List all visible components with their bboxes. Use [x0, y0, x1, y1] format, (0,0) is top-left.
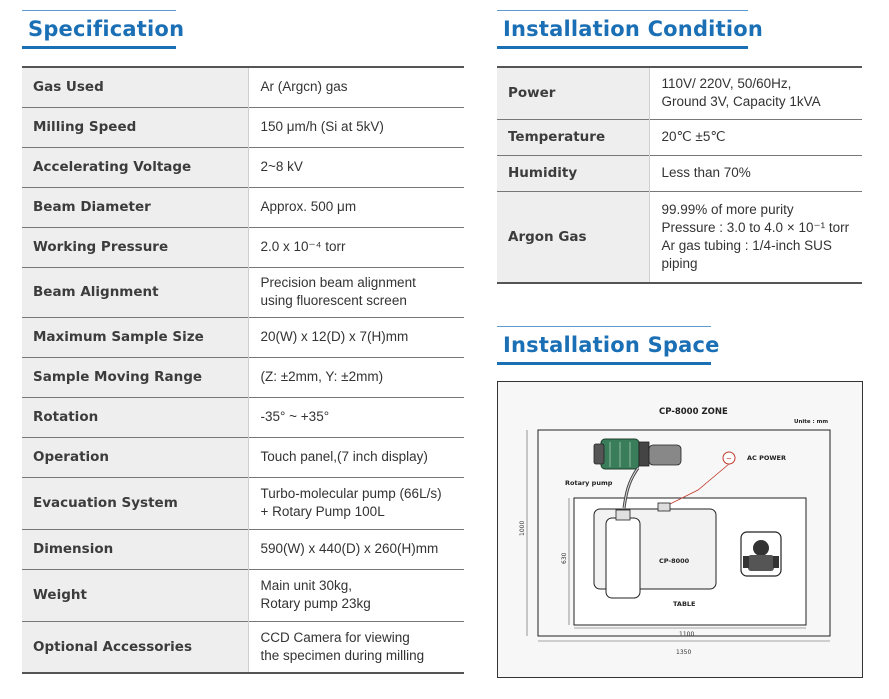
row-value: CCD Camera for viewing the specimen during milling: [260, 629, 425, 663]
row-label: Milling Speed: [22, 107, 248, 147]
ac-power-label: AC POWER: [747, 454, 786, 462]
install-cond-title-rule: [497, 10, 748, 11]
row-value: 20℃ ±5℃: [661, 129, 726, 144]
table-row-maximum-sample-size: [22, 317, 464, 357]
table-row-accelerating-voltage: [22, 147, 464, 187]
table-row-gas-used: [22, 67, 464, 107]
row-label: Beam Diameter: [22, 187, 248, 227]
table-row-evacuation-system: [22, 477, 464, 529]
spec-title: Specification: [28, 17, 185, 41]
row-value: 99.99% of more purity Pressure : 3.0 to 4.0 × 10⁻¹ torr Ar gas tubing : 1/4-inch SUS piping: [661, 201, 850, 271]
row-value: 590(W) x 440(D) x 260(H)mm: [260, 541, 439, 556]
row-label: Rotation: [22, 397, 248, 437]
install-space-title-rule: [497, 326, 711, 327]
table-row-beam-alignment: [22, 267, 464, 317]
row-label: Accelerating Voltage: [22, 147, 248, 187]
row-label: Gas Used: [22, 67, 248, 107]
table-row-temperature: [497, 119, 862, 155]
row-label: Power: [497, 67, 649, 119]
table-row-operation: [22, 437, 464, 477]
spec-title-rule: [22, 10, 176, 11]
table-row-rotation: [22, 397, 464, 437]
row-label: Beam Alignment: [22, 267, 248, 317]
installation-space-svg: [498, 382, 862, 677]
zone-label: CP-8000 ZONE: [659, 407, 728, 417]
row-value: (Z: ±2mm, Y: ±2mm): [260, 369, 384, 384]
dim-label-table-height: 630: [561, 552, 568, 564]
row-value: 2.0 x 10⁻⁴ torr: [260, 239, 346, 254]
row-label: Dimension: [22, 529, 248, 569]
row-label: Optional Accessories: [22, 621, 248, 673]
row-label: Temperature: [497, 119, 649, 155]
table-row-milling-speed: [22, 107, 464, 147]
table-row-dimension: [22, 529, 464, 569]
specification-table: [22, 66, 464, 674]
row-value: Ar (Argcn) gas: [260, 79, 348, 95]
table-row-optional-accessories: [22, 621, 464, 673]
table-row-power: [497, 67, 862, 119]
dim-label-zone-height: 1000: [519, 520, 526, 536]
install-cond-title-underline: [497, 46, 748, 49]
row-label: Maximum Sample Size: [22, 317, 248, 357]
installation-space-diagram: [497, 381, 863, 678]
installation-condition-table-body: [497, 67, 862, 283]
table-row-sample-moving-range: [22, 357, 464, 397]
spec-title-underline: [22, 46, 176, 49]
row-label: Humidity: [497, 155, 649, 191]
install-space-title: Installation Space: [503, 333, 720, 357]
install-cond-title: Installation Condition: [503, 17, 763, 41]
dim-label-zone-width: 1350: [676, 649, 692, 656]
row-value: Main unit 30kg, Rotary pump 23kg: [260, 578, 371, 611]
operator-icon: [741, 532, 781, 576]
svg-text:~: ~: [726, 455, 732, 463]
installation-condition-table: [497, 66, 862, 284]
row-value: -35° ~ +35°: [260, 409, 330, 424]
row-value: 110V/ 220V, 50/60Hz, Ground 3V, Capacity 1kVA: [661, 76, 821, 110]
cp-8000-label: CP-8000: [659, 557, 690, 565]
row-value: Turbo-molecular pump (66L/s) + Rotary Pump 100L: [260, 486, 442, 519]
row-label: Sample Moving Range: [22, 357, 248, 397]
row-value: Approx. 500 μm: [260, 199, 357, 214]
table-row-working-pressure: [22, 227, 464, 267]
row-value: 2~8 kV: [260, 159, 303, 174]
row-label: Operation: [22, 437, 248, 477]
table-row-humidity: [497, 155, 862, 191]
dim-label-table-width: 1100: [679, 631, 695, 638]
row-label: Working Pressure: [22, 227, 248, 267]
table-row-argon-gas: [497, 191, 862, 283]
rotary-pump-label: Rotary pump: [565, 479, 613, 487]
cp-8000-unit-icon: [594, 503, 716, 598]
specification-table-body: [22, 67, 464, 673]
table-label: TABLE: [673, 600, 696, 608]
table-row-weight: [22, 569, 464, 621]
row-value: Touch panel,(7 inch display): [260, 449, 428, 464]
row-value: Precision beam alignment using fluorescent screen: [260, 275, 416, 308]
row-value: 20(W) x 12(D) x 7(H)mm: [260, 329, 409, 344]
row-value: 150 μm/h (Si at 5kV): [260, 119, 384, 134]
row-value: Less than 70%: [661, 165, 751, 180]
row-label: Argon Gas: [497, 191, 649, 283]
units-label: Unite : mm: [794, 419, 829, 425]
table-row-beam-diameter: [22, 187, 464, 227]
row-label: Evacuation System: [22, 477, 248, 529]
install-space-title-underline: [497, 362, 711, 365]
row-label: Weight: [22, 569, 248, 621]
